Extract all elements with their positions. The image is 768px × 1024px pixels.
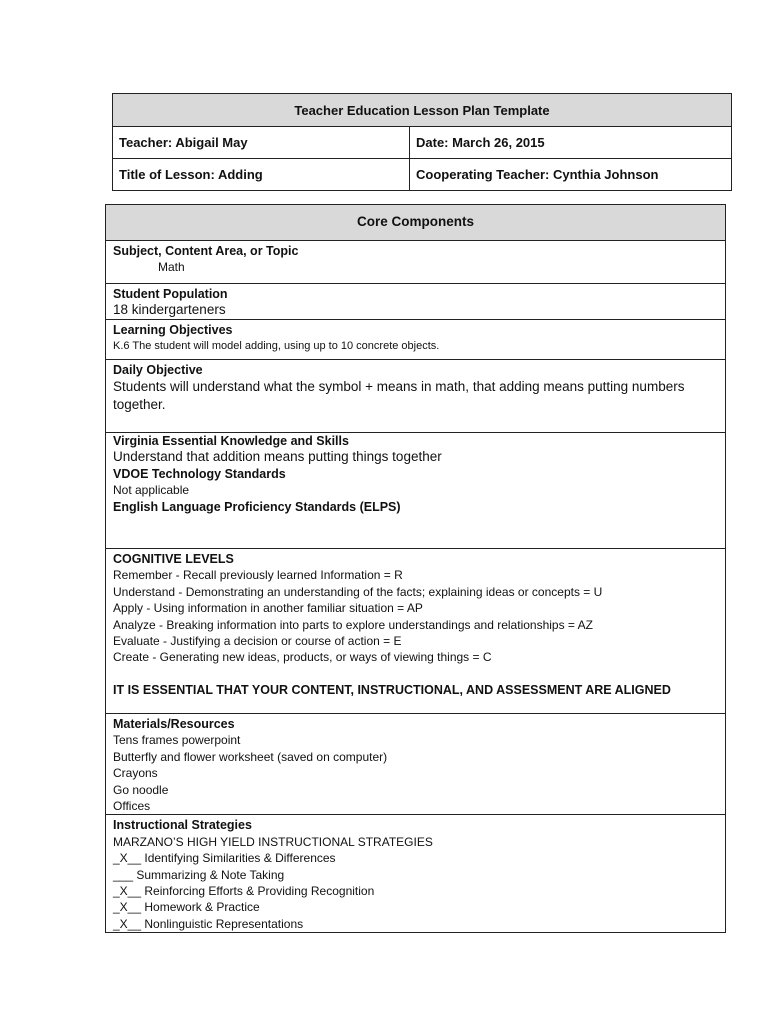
daily-objective-cell (106, 360, 726, 433)
population-cell (106, 284, 726, 320)
strategies-cell (106, 815, 726, 933)
template-title: Teacher Education Lesson Plan Template (113, 94, 732, 127)
vesk-label: Virginia Essential Knowledge and Skills (113, 434, 349, 448)
elps-label: English Language Proficiency Standards (ELPS) (113, 499, 401, 514)
cognitive-line: Understand - Demonstrating an understanding of the facts; explaining ideas or concepts = U (113, 584, 603, 599)
vesk-value: Understand that addition means putting things together (113, 449, 442, 465)
strategy-item: _X__ Identifying Similarities & Differences (113, 851, 336, 866)
strategy-item: _X__ Homework & Practice (113, 900, 260, 915)
lesson-plan-header-table (112, 93, 732, 191)
daily-objective-label: Daily Objective (113, 363, 203, 377)
vdoe-value: Not applicable (113, 483, 190, 498)
population-label: Student Population (113, 287, 228, 301)
objectives-value: K.6 The student will model adding, using up to 10 concrete objects. (113, 340, 440, 353)
materials-item: Offices (113, 799, 151, 814)
strategies-label: Instructional Strategies (113, 818, 252, 833)
cognitive-line: Evaluate - Justifying a decision or course of action = E (113, 634, 402, 649)
cognitive-levels-label: COGNITIVE LEVELS (113, 552, 234, 566)
materials-item: Tens frames powerpoint (113, 733, 241, 748)
alignment-note: IT IS ESSENTIAL THAT YOUR CONTENT, INSTRUCTIONAL, AND ASSESSMENT ARE ALIGNED (113, 682, 671, 697)
objectives-cell (106, 320, 726, 360)
cognitive-line: Create - Generating new ideas, products, or ways of viewing things = C (113, 650, 492, 665)
strategies-heading: MARZANO’S HIGH YIELD INSTRUCTIONAL STRATEGIES (113, 834, 433, 849)
cognitive-line: Apply - Using information in another familiar situation = AP (113, 601, 423, 616)
population-value: 18 kindergarteners (113, 302, 226, 318)
strategy-item: _X__ Nonlinguistic Representations (113, 916, 304, 931)
strategy-item: ___ Summarizing & Note Taking (113, 867, 285, 882)
lesson-title: Title of Lesson: Adding (113, 159, 410, 191)
core-components-table (105, 204, 726, 933)
cooperating-teacher: Cooperating Teacher: Cynthia Johnson (410, 159, 732, 191)
materials-cell (106, 714, 726, 815)
materials-item: Crayons (113, 766, 158, 781)
standards-cell (106, 433, 726, 549)
strategy-item: _X__ Reinforcing Efforts & Providing Recognition (113, 884, 375, 899)
core-components-title: Core Components (106, 205, 726, 241)
vdoe-label: VDOE Technology Standards (113, 466, 286, 481)
lesson-date: Date: March 26, 2015 (410, 127, 732, 159)
cognitive-levels-cell (106, 549, 726, 714)
subject-label: Subject, Content Area, or Topic (113, 244, 299, 258)
subject-value: Math (158, 260, 185, 275)
teacher-name: Teacher: Abigail May (113, 127, 410, 159)
subject-cell (106, 241, 726, 284)
materials-item: Go noodle (113, 782, 169, 797)
cognitive-line: Remember - Recall previously learned Information = R (113, 568, 403, 583)
cognitive-line: Analyze - Breaking information into parts to explore understandings and relationships = AZ (113, 617, 593, 632)
objectives-label: Learning Objectives (113, 323, 233, 337)
materials-label: Materials/Resources (113, 717, 235, 731)
daily-objective-value: Students will understand what the symbol + means in math, that adding means putting numbers together. (113, 379, 685, 413)
materials-item: Butterfly and flower worksheet (saved on computer) (113, 749, 388, 764)
